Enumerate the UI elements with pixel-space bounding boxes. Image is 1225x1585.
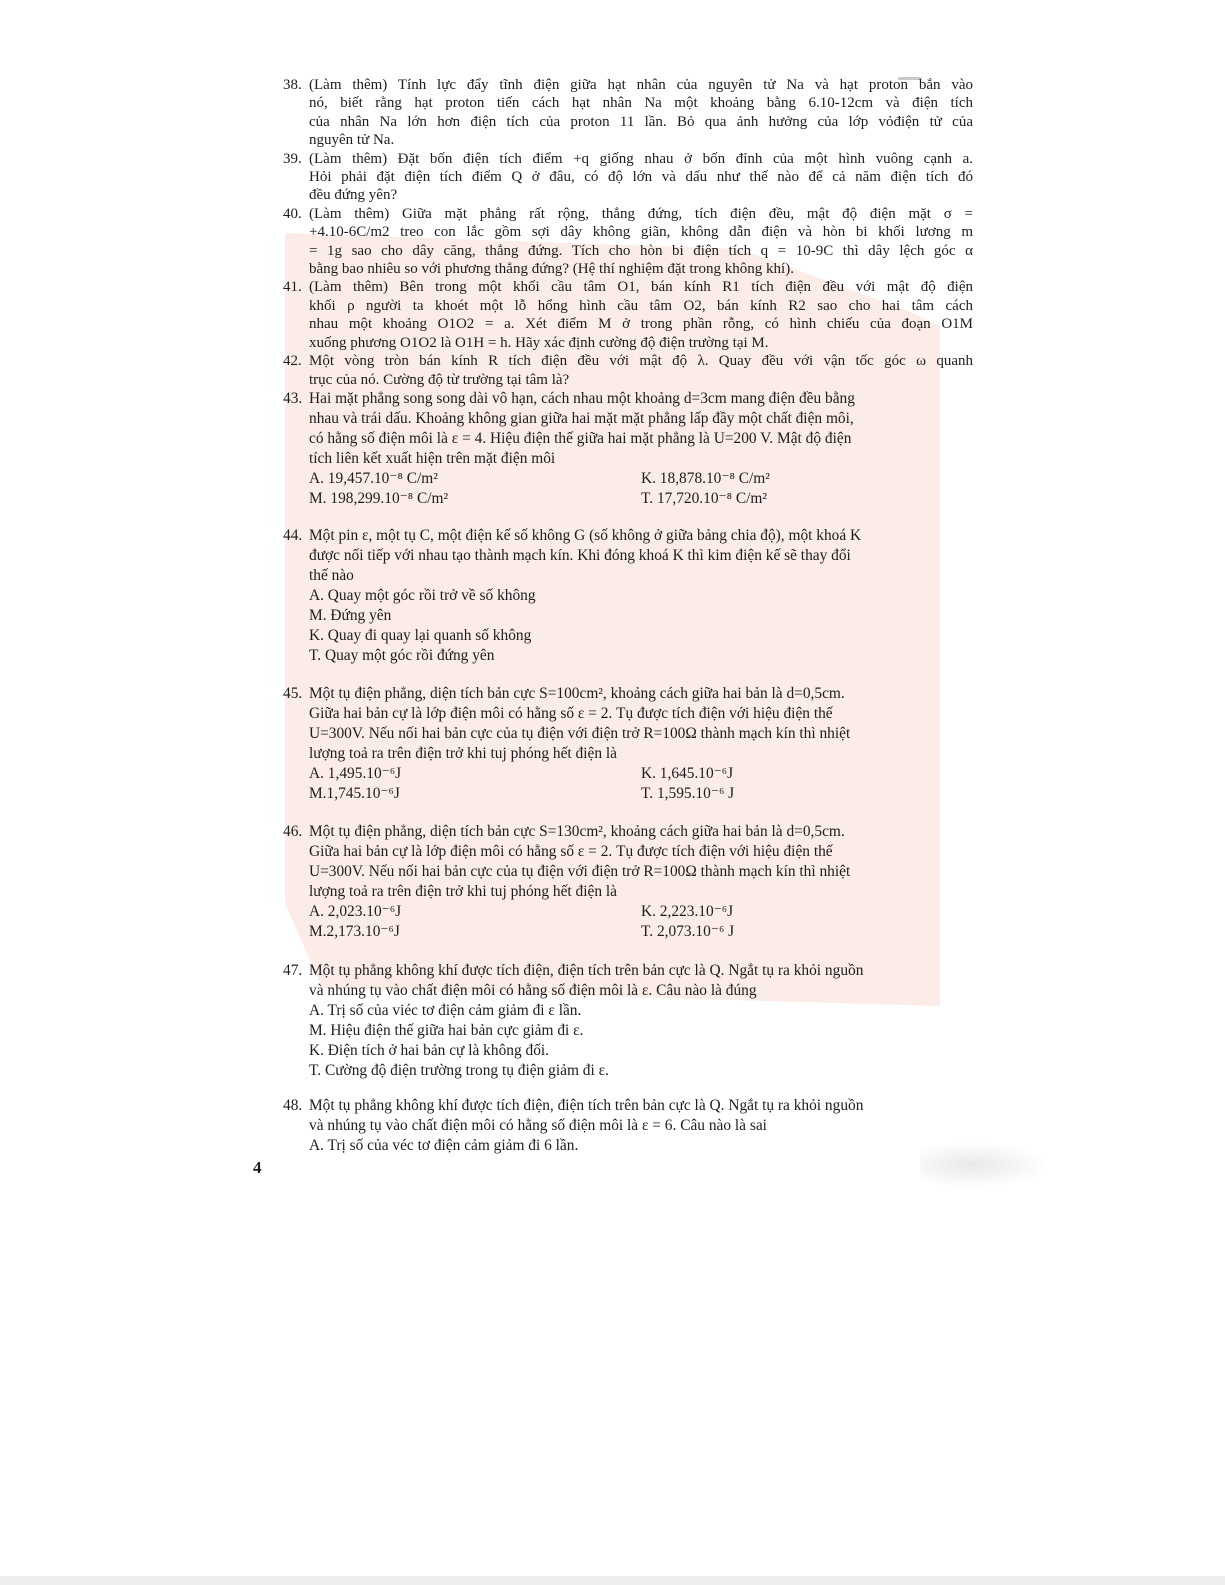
option: M.2,173.10⁻⁶J (309, 922, 400, 940)
question-line: và nhúng tụ vào chất điện môi có hằng số điện môi là ε = 6. Câu nào là sai (309, 1116, 767, 1134)
question-46 (283, 822, 973, 942)
option: K. 18,878.10⁻⁸ C/m² (641, 469, 770, 487)
question-number: 44. (283, 526, 303, 544)
question-number: 40. (283, 205, 302, 222)
question-line: tích liên kết xuất hiện trên mặt điện môi (309, 449, 556, 467)
question-line: lượng toả ra trên điện trở khi tuj phóng hết điện là (309, 882, 617, 900)
option: K. 2,223.10⁻⁶J (641, 902, 734, 920)
question-44 (283, 526, 973, 666)
option: M. 198,299.10⁻⁸ C/m² (309, 489, 449, 507)
question-line: Một tụ điện phẳng, diện tích bản cực S=100cm², khoảng cách giữa hai bản là d=0,5cm. (309, 684, 845, 702)
question-body (309, 278, 973, 352)
option: K. Quay đi quay lại quanh số không (309, 626, 532, 644)
question-line: = 1g sao cho dây căng, thẳng đứng. Tích cho hòn bi điện tích q = 10-9C thì dây lệch góc α (309, 242, 973, 259)
question-body (309, 822, 973, 942)
question-line: U=300V. Nếu nối hai bản cực của tụ điện với điện trở R=100Ω thành mạch kín thì nhiệt (309, 724, 851, 742)
question-line: Một vòng tròn bán kính R tích điện đều với mật độ λ. Quay đều với vận tốc góc ω quanh (309, 353, 973, 370)
question-line: (Làm thêm) Đặt bốn điện tích điểm +q giống nhau ở bốn đỉnh của một hình vuông cạnh a. (309, 150, 973, 167)
option: M.1,745.10⁻⁶J (309, 784, 400, 802)
question-body (309, 76, 973, 150)
question-line: +4.10-6C/m2 treo con lắc gồm sợi dây không giãn, không dẫn điện và hòn bi khối lương m (309, 224, 973, 241)
question-line: đều đứng yên? (309, 187, 398, 204)
question-line: Một tụ điện phẳng, diện tích bản cực S=130cm², khoảng cách giữa hai bản là d=0,5cm. (309, 822, 845, 840)
question-line: khối ρ người ta khoét một lỗ hổng hình cầu tâm O2, bán kính R2 sao cho hai tâm cách (309, 297, 973, 314)
question-line: Một pin ε, một tụ C, một điện kế số không G (số không ở giữa bảng chia độ), một khoá K (309, 526, 862, 544)
question-body (309, 352, 973, 389)
option: A. 2,023.10⁻⁶J (309, 902, 402, 920)
question-line: (Làm thêm) Giữa mặt phẳng rất rộng, thẳng đứng, tích điện đều, mật độ điện mặt σ = (309, 205, 973, 222)
option-row (309, 922, 973, 942)
question-number: 47. (283, 961, 303, 979)
question-line: Hỏi phải đặt điện tích điểm Q ở đâu, có độ lớn và dấu như thế nào để cả năm điện tích đó (309, 169, 973, 186)
question-number: 45. (283, 684, 303, 702)
option: K. 1,645.10⁻⁶J (641, 764, 734, 782)
question-line: trục của nó. Cường độ từ trường tại tâm là? (309, 371, 570, 388)
option: A. 1,495.10⁻⁶J (309, 764, 402, 782)
question-line: (Làm thêm) Bên trong một khối cầu tâm O1, bán kính R1 tích điện đều với mật độ điện (309, 279, 973, 296)
option-row (309, 489, 973, 509)
question-line: nó, biết rằng hạt proton tiến cách hạt nhân Na một khoảng bằng 6.10-12cm và điện tích (309, 95, 973, 112)
option: T. Quay một góc rồi đứng yên (309, 646, 495, 664)
question-body (309, 961, 973, 1081)
question-list (283, 76, 973, 1156)
option: T. 17,720.10⁻⁸ C/m² (641, 489, 767, 507)
question-body (309, 205, 973, 279)
question-line: nhau và trái dấu. Khoảng không gian giữa hai mặt mặt phẳng lấp đầy một chất điện môi, (309, 409, 854, 427)
question-line: Giữa hai bản cự là lớp điện môi có hằng số ε = 2. Tụ được tích điện với hiệu điện thế (309, 704, 833, 722)
question-number: 48. (283, 1096, 303, 1114)
question-line: Hai mặt phẳng song song dài vô hạn, cách nhau một khoảng d=3cm mang điện đều bằng (309, 389, 855, 407)
option: M. Hiệu điện thế giữa hai bản cực giảm đi ε. (309, 1021, 584, 1039)
option: T. 2,073.10⁻⁶ J (641, 922, 735, 940)
question-line: và nhúng tụ vào chất điện môi có hằng số điện môi là ε. Câu nào là đúng (309, 981, 757, 999)
question-line: lượng toả ra trên điện trở khi tuj phóng hết điện là (309, 744, 617, 762)
question-40 (283, 205, 973, 279)
page-bottom-edge (0, 1576, 1225, 1585)
question-body (309, 684, 973, 804)
option: T. 1,595.10⁻⁶ J (641, 784, 735, 802)
question-line: U=300V. Nếu nối hai bản cực của tụ điện với điện trở R=100Ω thành mạch kín thì nhiệt (309, 862, 851, 880)
option-row (309, 764, 973, 784)
question-38 (283, 76, 973, 150)
question-42 (283, 352, 973, 389)
option: A. Trị số của viéc tơ điện cảm giảm đi ε lần. (309, 1001, 582, 1019)
question-39 (283, 150, 973, 205)
question-line: được nối tiếp với nhau tạo thành mạch kín. Khi đóng khoá K thì kim điện kế sẽ thay đổi (309, 546, 851, 564)
question-line: xuống phương O1O2 là O1H = h. Hãy xác định cường độ điện trường tại M. (309, 334, 769, 351)
option: A. Quay một góc rồi trở về số không (309, 586, 536, 604)
question-line: Một tụ phẳng không khí được tích điện, điện tích trên bản cực là Q. Ngắt tụ ra khỏi nguồn (309, 1096, 864, 1114)
question-number: 42. (283, 353, 302, 370)
question-line: nguyên tử Na. (309, 132, 395, 149)
question-45 (283, 684, 973, 804)
question-body (309, 526, 973, 666)
option-row (309, 902, 973, 922)
question-48 (283, 1096, 973, 1156)
question-number: 39. (283, 150, 302, 167)
question-line: của nhân Na lớn hơn điện tích của proton 11 lần. Bỏ qua ảnh hưởng của lớp vỏđiện tử của (309, 113, 973, 130)
option-row (309, 469, 973, 489)
option: T. Cường độ điện trường trong tụ điện giảm đi ε. (309, 1061, 609, 1079)
question-body (309, 1096, 973, 1156)
question-line: bằng bao nhiêu so với phương thẳng đứng? (Hệ thí nghiệm đặt trong không khí). (309, 261, 794, 278)
question-47 (283, 961, 973, 1081)
question-line: Một tụ phẳng không khí được tích điện, điện tích trên bản cực là Q. Ngắt tụ ra khỏi nguồn (309, 961, 864, 979)
question-body (309, 150, 973, 205)
question-41 (283, 278, 973, 352)
question-number: 41. (283, 279, 302, 296)
question-line: thế nào (309, 566, 354, 584)
question-line: có hằng số điện môi là ε = 4. Hiệu điện thế giữa hai mặt phẳng là U=200 V. Mật độ điện (309, 429, 852, 447)
question-number: 43. (283, 389, 303, 407)
question-line: Giữa hai bản cự là lớp điện môi có hằng số ε = 2. Tụ được tích điện với hiệu điện thế (309, 842, 833, 860)
question-line: nhau một khoảng O1O2 = a. Xét điểm M ở trong phần rỗng, có hình chiếu của đoạn O1M (309, 316, 973, 333)
question-number: 38. (283, 77, 302, 93)
option-row (309, 784, 973, 804)
question-43 (283, 389, 973, 509)
page-number: 4 (253, 1158, 262, 1177)
option: A. 19,457.10⁻⁸ C/m² (309, 469, 438, 487)
question-body (309, 389, 973, 509)
option: K. Điện tích ở hai bản cự là không đối. (309, 1041, 550, 1059)
option: A. Trị số của véc tơ điện cảm giảm đi 6 lần. (309, 1136, 579, 1154)
question-number: 46. (283, 822, 303, 840)
option: M. Đứng yên (309, 606, 392, 624)
question-line: (Làm thêm) Tính lực đẩy tĩnh điện giữa hạt nhân của nguyên tử Na và hạt proton bắn vào (309, 77, 973, 93)
